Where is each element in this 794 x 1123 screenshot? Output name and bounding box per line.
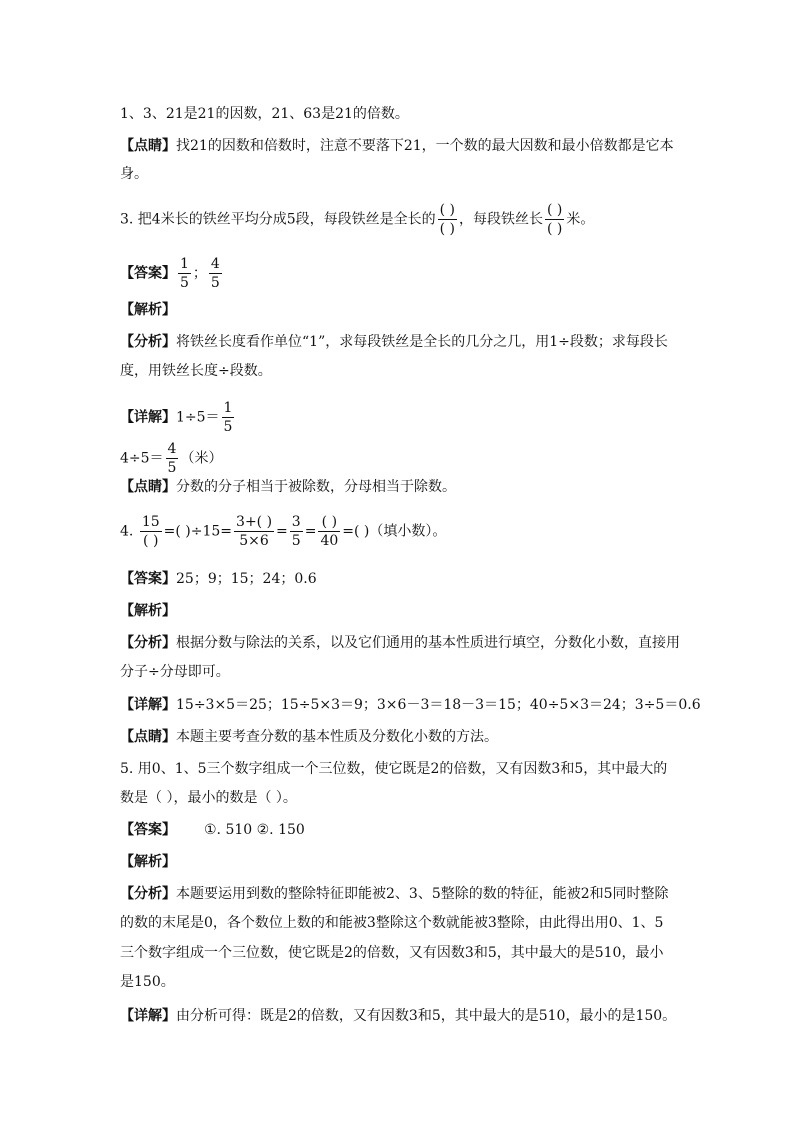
fraction: $\frac{4}{5}$ [167, 441, 177, 476]
analysis-4: 【分析】根据分数与除法的关系，以及它们通用的基本性质进行填空，分数化小数，直接用 [120, 635, 680, 651]
tip-4: 【点睛】本题主要考查分数的基本性质及分数化小数的方法。 [120, 729, 498, 745]
detail-4: 【详解】15÷3×5＝25；15÷5×3＝9；3×6－3＝18－3＝15；40÷5×3＝24；3÷5＝0.6 [120, 697, 701, 713]
detail-5: 【详解】由分析可得：既是2的倍数，又有因数3和5，其中最大的是510，最小的是150。 [120, 1008, 677, 1024]
analysis-5-cont: 是150。 [120, 974, 175, 990]
detail-3-line1: 【详解】1÷5＝ $\frac{1}{5}$ [120, 400, 233, 435]
fraction: $\frac{3}{5}$ [291, 514, 301, 549]
answer-4: 【答案】25；9；15；24；0.6 [120, 571, 317, 587]
fraction: $\frac{3+( )}{5\times 6}$ [236, 514, 273, 549]
blank-fraction: $\frac{( )}{( )}$ [439, 202, 455, 237]
question-5-cont: 数是（ ），最小的数是（ ）。 [120, 790, 297, 806]
fraction: $\frac{( )}{40}$ [320, 514, 339, 549]
analysis-label: 【解析】 [120, 302, 176, 318]
question-4: 4. $\frac{15}{( )}$ =( )÷15= $\frac{3+( )}{5\times 6}$ = $\frac{3}{5}$ = $\frac{( )}{40}$ =( )（填小数）。 [120, 514, 447, 549]
analysis-4-cont: 分子÷分母即可。 [120, 664, 230, 680]
fraction: $\frac{1}{5}$ [223, 400, 233, 435]
analysis-label: 【解析】 [120, 603, 176, 619]
blank-fraction: $\frac{( )}{( )}$ [547, 202, 563, 237]
analysis-5-cont: 的数的末尾是0，各个数位上数的和能被3整除这个数就能被3整除，由此得出用0、1、5 [120, 915, 664, 931]
tip-3: 【点睛】分数的分子相当于被除数，分母相当于除数。 [120, 479, 456, 495]
analysis-5: 【分析】本题要运用到数的整除特征即能被2、3、5整除的数的特征，能被2和5同时整除 [120, 886, 669, 902]
analysis-3: 【分析】将铁丝长度看作单位“1”，求每段铁丝是全长的几分之几，用1÷段数；求每段长 [120, 334, 668, 350]
text-line: 1、3、21是21的因数，21、63是21的倍数。 [120, 106, 409, 122]
fraction: $\frac{15}{( )}$ [141, 514, 160, 549]
tip-line: 【点睛】找21的因数和倍数时，注意不要落下21，一个数的最大因数和最小倍数都是它本 [120, 138, 674, 154]
detail-3-line2: 4÷5＝ $\frac{4}{5}$ （米） [120, 441, 223, 476]
question-3: 3. 把4米长的铁丝平均分成5段，每段铁丝是全长的 $\frac{( )}{( )}$ ，每段铁丝长 $\frac{( )}{( )}$ 米。 [120, 202, 595, 237]
question-5: 5. 用0、1、5三个数字组成一个三位数，使它既是2的倍数，又有因数3和5，其中最大的 [120, 761, 668, 777]
answer-3: 【答案】 $\frac{1}{5}$ ； $\frac{4}{5}$ [120, 256, 220, 291]
analysis-3-cont: 度，用铁丝长度÷段数。 [120, 363, 272, 379]
fraction: $\frac{4}{5}$ [210, 256, 220, 291]
tip-line-cont: 身。 [120, 166, 148, 182]
fraction: $\frac{1}{5}$ [180, 256, 189, 291]
answer-5: 【答案】 ①. 510 ②. 150 [120, 822, 305, 838]
analysis-label: 【解析】 [120, 854, 176, 870]
analysis-5-cont: 三个数字组成一个三位数，使它既是2的倍数，又有因数3和5，其中最大的是510，最小 [120, 945, 664, 961]
